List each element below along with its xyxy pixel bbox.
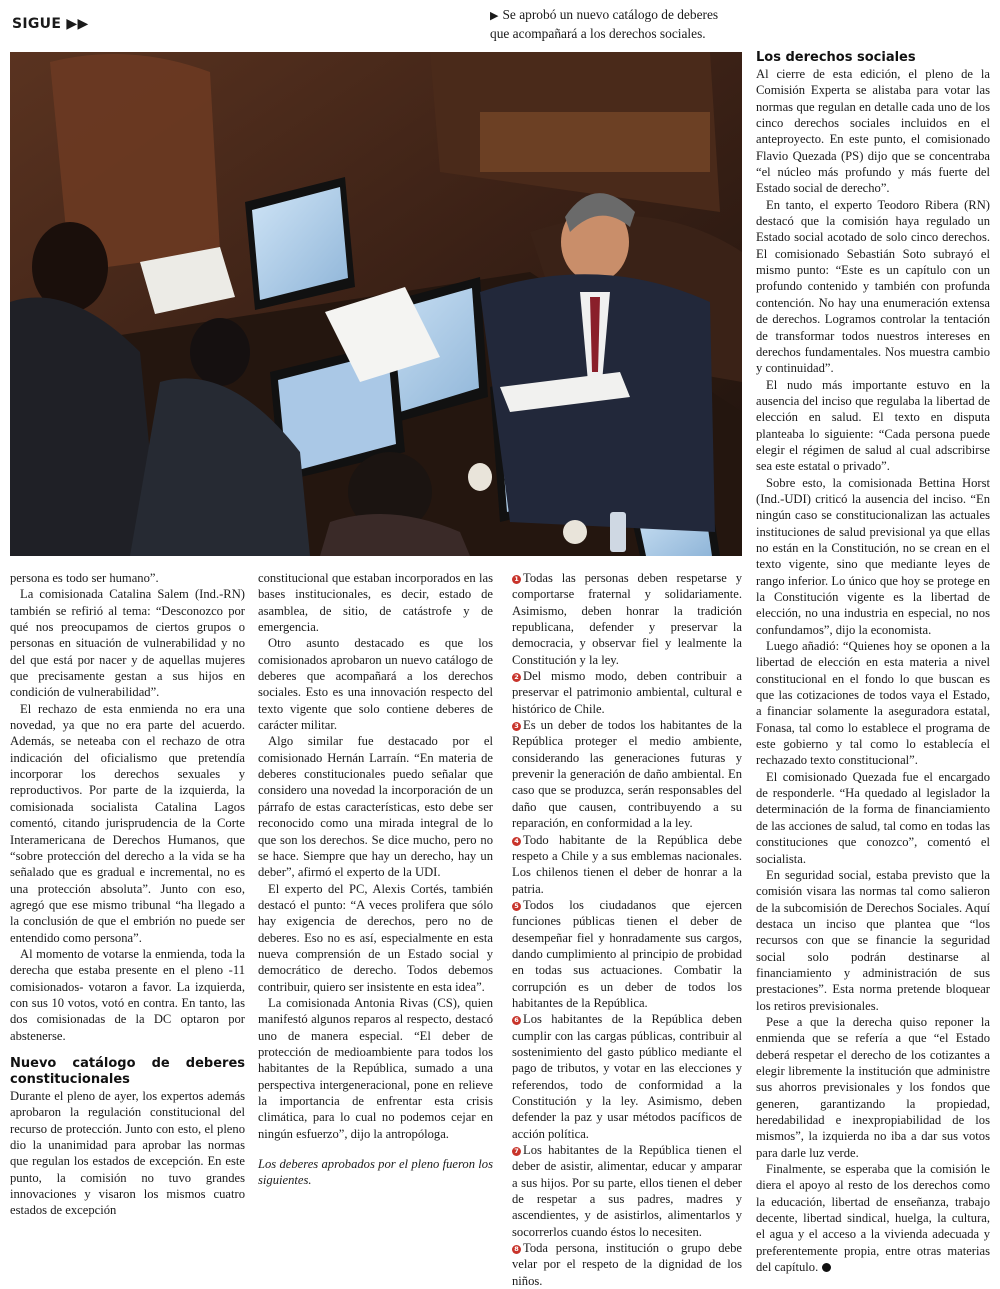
number-badge: 1 (512, 575, 521, 584)
list-item-text: Toda persona, institución o grupo debe velar por el respeto de la dignidad de los niños. (512, 1241, 742, 1288)
paragraph: La comisionada Antonia Rivas (CS), quien manifestó algunos reparos al respecto, destacó uno de manera especial. “El deber de protección de medioambiente para todos los habitantes de la República, sumado a una perspectiva intergeneracional, pone en relieve la importancia de enfrentar esta crisis climática, para lo cual no podemos cejar en ningún esfuerzo”, dijo la antropóloga. (258, 995, 493, 1141)
list-item (512, 1142, 742, 1240)
number-badge: 8 (512, 1245, 521, 1254)
paragraph: constitucional que estaban incorporados en las bases institucionales, es decir, estado de asamblea, de sitio, de catástrofe y de emergencia. (258, 571, 493, 635)
paragraph: El comisionado Quezada fue el encargado de responderle. “Ha quedado al legislador la determinación de la forma de financiamiento de las acciones de salud, tal como en todas las constituciones que conozco”, comentó el socialista. (756, 769, 990, 866)
caption-arrow-icon: ▶ (490, 10, 499, 22)
paragraph: El experto del PC, Alexis Cortés, también destacó el punto: “A veces prolifera que sólo hay exigencia de derechos, pero no de deberes. Eso no es así, especialmente en esta nueva comprensión de un Estado social y democrático de derecho. Todos debemos contribuir, quiero ser insistente en esta idea”. (258, 881, 493, 994)
photo-caption (490, 6, 740, 42)
subheading: Nuevo catálogo de deberes constitucionales (10, 1055, 245, 1087)
number-badge: 5 (512, 902, 521, 911)
paragraph-italic: Los deberes aprobados por el pleno fueron los siguientes. (258, 1157, 493, 1188)
list-item-text: Todos los ciudadanos que ejercen funciones públicas tienen el deber de desempeñar fiel y honradamente sus cargos, dando cumplimiento al principio de probidad en todas sus actuaciones. Combatir la corrupción es un deber de todos los habitantes de la República. (512, 897, 742, 1010)
list-item (512, 668, 742, 717)
paragraph: persona es todo ser humano”. (10, 571, 159, 585)
list-item-text: Es un deber de todos los habitantes de la República proteger el medio ambiente, considerando las generaciones futuras y prevenir la generación de daño ambiental. En caso que se produzca, serán responsables del daño que causen, contribuyendo a su reparación, en conformidad a la ley. (512, 718, 742, 831)
paragraph-text: Finalmente, se esperaba que la comisión le diera el apoyo al resto de los derechos como la educación, libertad de enseñanza, trabajo decente, libertad sindical, huelga, la cultura, el agua y el acceso a la vivienda adecuada y preferentemente propia, entre otras materias del capítulo. (756, 1162, 990, 1275)
number-badge: 6 (512, 1016, 521, 1025)
paragraph: La comisionada Catalina Salem (Ind.-RN) también se refirió al tema: “Desconozco por qué nos preocupamos de ciertos grupos o personas en situación de vulnerabilidad y no del que está por nacer y de aquellas mujeres que precisamente gestan a sus hijos en condición de vulnerabilidad”. (10, 587, 245, 700)
list-item-text: Todo habitante de la República debe respeto a Chile y a sus emblemas nacionales. Los chilenos tienen el deber de honrar a la patria. (512, 832, 742, 896)
paragraph: El nudo más importante estuvo en la ausencia del inciso que regulaba la libertad de elección en salud. El texto en disputa planteaba lo siguiente: “Cada persona puede elegir el régimen de salud al cual adscribirse sea este estatal o privado”. (756, 377, 990, 474)
number-badge: 4 (512, 837, 521, 846)
list-item-text: Los habitantes de la República deben cumplir con las cargas públicas, contribuir al sostenimiento del gasto público mediante el pago de tributos, y votar en las elecciones y referendos, todo de conformidad a la Constitución y la ley. Asimismo, deben defender la paz y usar métodos pacíficos de acción política. (512, 1012, 742, 1141)
photo-icon (10, 52, 742, 556)
paragraph (756, 1161, 990, 1275)
list-item (512, 570, 742, 668)
column-1 (10, 570, 245, 1219)
paragraph: Luego añadió: “Quienes hoy se oponen a la libertad de elección en esta materia a nivel constitucional en el fondo lo que buscan es que las cotizaciones de todos vaya el Estado, a financiar solamente la aseguradora estatal, Fonasa, tal como lo establece el programa de este gobierno y tal como lo establecía el rechazado texto constitucional”. (756, 639, 990, 768)
subheading: Los derechos sociales (756, 50, 916, 65)
list-item-text: Todas las personas deben respetarse y comportarse fraternal y solidariamente. Asimismo, deben honrar la tradición republicana, defender y preservar la democracia, y observar fiel y lealmente la Constitución y la ley. (512, 571, 742, 667)
list-item (512, 1240, 742, 1289)
paragraph: El rechazo de esta enmienda no era una novedad, ya que no era parte del acuerdo. Además, se neteaba con el rechazo de otra indicación del oficialismo que pretendía incorporar los derechos sexuales y reproductivos. Por parte de la izquierda, la comisionada socialista Catalina Lagos comentó, citando jurisprudencia de la Corte Interamericana de Derechos Humanos, que “sobre protección del derecho a la vida se ha señalado que es gradual e incremental, no es una protección absoluta”. Junto con eso, agregó que ese mismo tribunal “ha llegado a la conclusión de que el embrión no puede ser entendido como persona”. (10, 701, 245, 945)
number-badge: 2 (512, 673, 521, 682)
paragraph: Algo similar fue destacado por el comisionado Hernán Larraín. “En materia de deberes constitucionales puedo señalar que considero una novedad la incorporación de un párrafo de estas características, esto debe ser reconocido como una mirada integral de lo que son los derechos. Se dice mucho, pero no se hace. Siempre que hay un derecho, hay un deber”, afirmó el experto de la UDI. (258, 734, 493, 880)
news-photo (10, 52, 742, 556)
list-item (512, 717, 742, 831)
list-item (512, 1011, 742, 1142)
paragraph: Sobre esto, la comisionada Bettina Horst (Ind.-UDI) criticó la ausencia del inciso. “En ningún caso se constitucionalizan las actuales instituciones de salud previsional ya que ellas no están en la Constitución, no se crean en el texto vigente, sino que mediante leyes de rango inferior. Lo único que hoy se protege en la Constitución vigente es la libertad de elección, no una industria en especial, no nos confundamos”, dijo la economista. (756, 475, 990, 637)
paragraph: Al cierre de esta edición, el pleno de la Comisión Experta se alistaba para votar las normas que regulan en detalle cada uno de los cinco derechos sociales incluidos en el anteproyecto. En este punto, el comisionado Flavio Quezada (PS) dijo que se concentraba “el núcleo más profundo y más fuerte del Estado social de derecho”. (756, 67, 990, 196)
column-4 (756, 50, 990, 1275)
paragraph: Al momento de votarse la enmienda, toda la derecha que estaba presente en el pleno -11 comisionados- votaron a favor. La izquierda, con sus 10 votos, votó en contra. En tanto, las dos comisionadas de la DC optaron por abstenerse. (10, 946, 245, 1043)
number-badge: 3 (512, 722, 521, 731)
paragraph: Durante el pleno de ayer, los expertos además aprobaron la regulación constitucional del recurso de protección. Junto con esto, el pleno dio la unanimidad para aprobar las normas que regulan los estados de excepción. En este punto, la comisión no tuvo grandes innovaciones y visaron los mismos cuatro estados de excepción (10, 1088, 245, 1218)
paragraph: Pese a que la derecha quiso reponer la enmienda que se refería a que “el Estado deberá respetar el derecho de los cotizantes a elegir libremente la institución que administre sus ahorros previsionales y los fondos que generen, garantizando la propiedad, heredabilidad e inexpropiabilidad de los mismos”, la izquierda no iba a dar sus votos para darle luz verde. (756, 1014, 990, 1160)
list-item-text: Del mismo modo, deben contribuir a preservar el patrimonio ambiental, cultural e histórico de Chile. (512, 669, 742, 716)
list-item-text: Los habitantes de la República tienen el deber de asistir, alimentar, educar y amparar a sus hijos. Por su parte, ellos tienen el deber de respetar a sus padres, madres y ascendientes, y de asistirlos, alimentarlos y socorrerlos cuando éstos lo necesiten. (512, 1143, 742, 1239)
paragraph: Otro asunto destacado es que los comisionados aprobaron un nuevo catálogo de deberes que acompañará a los derechos sociales. Esto es una innovación respecto del texto vigente que solo contiene deberes de carácter militar. (258, 636, 493, 733)
end-mark-icon (822, 1263, 831, 1272)
column-2 (258, 570, 493, 1189)
column-3-duties-list (512, 570, 742, 1289)
paragraph: En tanto, el experto Teodoro Ribera (RN) destacó que la comisión haya regulado un Estado social acotado de solo cinco derechos. El comisionado Sebastián Soto subrayó el mismo punto: “Este es un capítulo con un profundo contenido y también con profunda contención. No hay una enumeración extensa de derechos. Logramos controlar la tentación de transformar todos nuestros intereses en derechos fundamentales. Nos muestra cambio y continuidad”. (756, 197, 990, 376)
number-badge: 7 (512, 1147, 521, 1156)
list-item (512, 897, 742, 1011)
caption-text: Se aprobó un nuevo catálogo de deberes que acompañará a los derechos sociales. (490, 7, 719, 41)
list-item (512, 832, 742, 897)
sigue-label: SIGUE ▶▶ (12, 16, 89, 32)
paragraph: En seguridad social, estaba previsto que la comisión visara las normas tal como salieron de la subcomisión de Derechos Sociales. Aquí destaca un inciso que plantea que “los recursos con que se financie la seguridad social solo podrán destinarse al financiamiento y administración de sus prestaciones”. Esta norma pretende bloquear los retiros previsionales. (756, 867, 990, 1013)
